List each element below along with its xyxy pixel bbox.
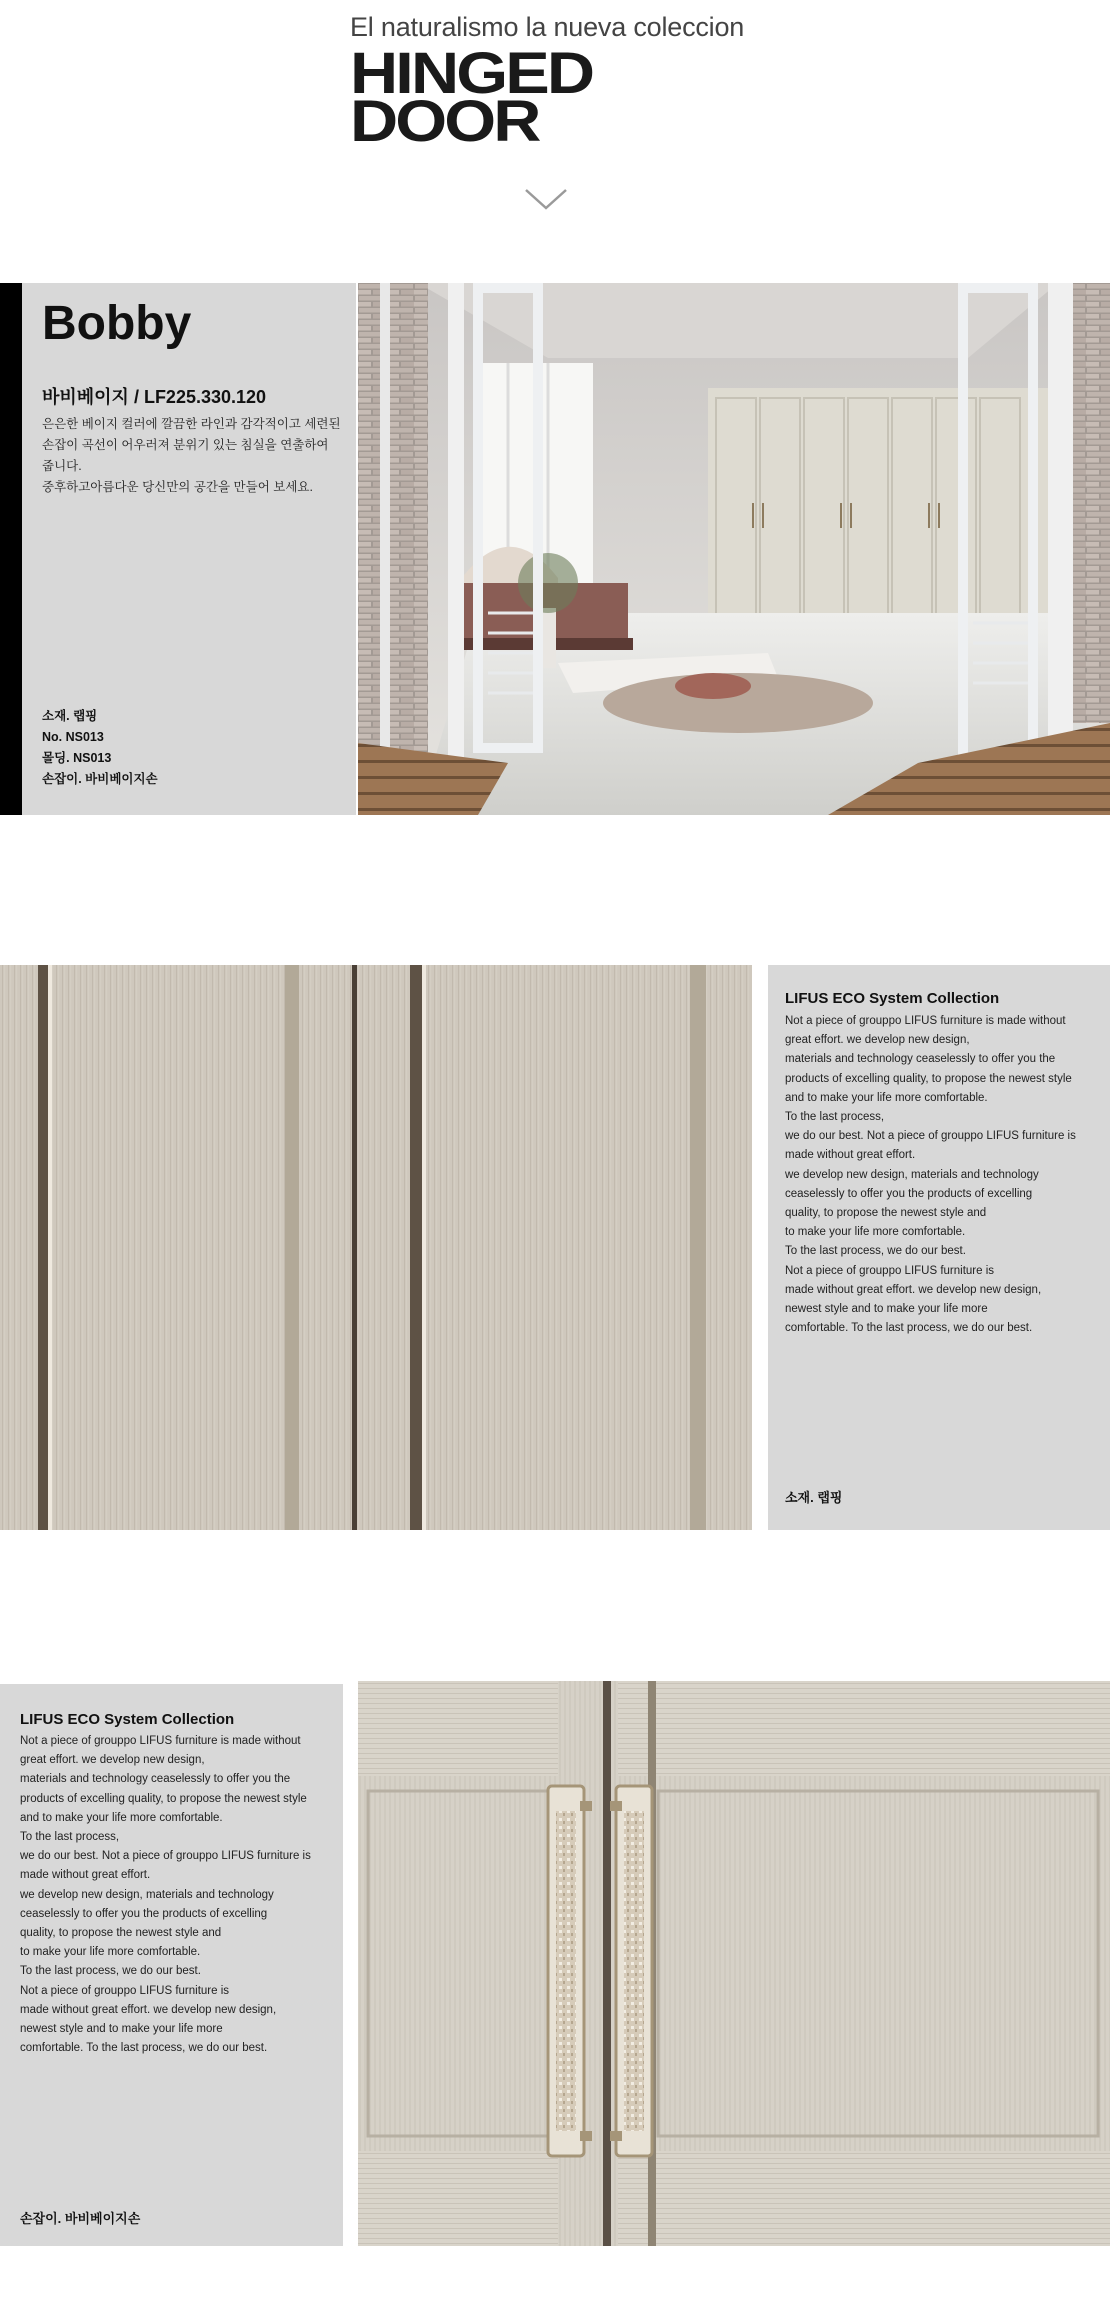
text-line: comfortable. To the last process, we do our best. [20, 2042, 268, 2055]
product-code: 바비베이지 / LF225.330.120 [42, 387, 267, 407]
text-line: comfortable. To the last process, we do our best. [785, 1322, 1033, 1335]
collection-description [785, 1012, 1105, 1338]
text-line: products of excelling quality, to propose the newest style [20, 1792, 307, 1805]
text-line: Not a piece of grouppo LIFUS furniture is made without [785, 1015, 1066, 1027]
text-line: Not a piece of grouppo LIFUS furniture is made without [20, 1735, 301, 1747]
text-line: Not a piece of grouppo LIFUS furniture is [785, 1264, 995, 1277]
text-line: and to make your life more comfortable. [785, 1091, 988, 1104]
collection-tagline: El naturalismo la nueva coleccion [350, 12, 745, 42]
product-description [42, 414, 342, 498]
text-line: quality, to propose the newest style and [20, 1927, 222, 1940]
text-line: we do our best. Not a piece of grouppo LIFUS furniture is [20, 1850, 311, 1863]
text-line: To the last process, [785, 1111, 885, 1124]
door-surface-closeup-photo [0, 965, 752, 1530]
title-line-1: HINGED [350, 41, 593, 106]
page-title [350, 41, 856, 154]
description-line: 중후하고아름다운 당신만의 공간을 만들어 보세요. [42, 480, 313, 494]
text-line: made without great effort. we develop new design, [785, 1283, 1042, 1296]
text-line: To the last process, we do our best. [20, 1965, 201, 1978]
spec-number: No. NS013 [42, 730, 104, 744]
text-line: ceaselessly to offer you the products of excelling [785, 1187, 1033, 1200]
description-line: 손잡이 곡선이 어우러져 분위기 있는 침실을 연출하여 [42, 438, 329, 452]
text-line: newest style and to make your life more [20, 2023, 223, 2036]
text-line: great effort. we develop new design, [20, 1754, 205, 1767]
text-line: To the last process, [20, 1831, 120, 1844]
product-name: Bobby [42, 297, 192, 350]
text-line: made without great effort. we develop new design, [20, 2003, 277, 2016]
title-line-2: DOOR [350, 89, 539, 154]
product-specs [42, 706, 158, 790]
spec-material: 소재. 랩핑 [42, 709, 98, 723]
collection-description [20, 1732, 340, 2058]
spec-handle: 손잡이. 바비베이지손 [20, 2211, 141, 2226]
chevron-down-icon[interactable] [524, 184, 568, 214]
text-line: products of excelling quality, to propose the newest style [785, 1072, 1072, 1085]
text-line: materials and technology ceaselessly to offer you the [785, 1053, 1056, 1066]
text-line: quality, to propose the newest style and [785, 1207, 987, 1220]
text-line: ceaselessly to offer you the products of excelling [20, 1907, 268, 1920]
text-line: we develop new design, materials and technology [785, 1168, 1039, 1181]
text-line: to make your life more comfortable. [20, 1946, 201, 1959]
text-line: newest style and to make your life more [785, 1303, 988, 1316]
spec-molding: 몰딩. NS013 [42, 751, 112, 765]
text-line: made without great effort. [785, 1149, 916, 1162]
text-line: we develop new design, materials and technology [20, 1888, 274, 1901]
door-handle-closeup-photo [358, 1681, 1110, 2246]
text-line: materials and technology ceaselessly to offer you the [20, 1773, 291, 1786]
bedroom-room-photo [358, 283, 1110, 815]
text-line: To the last process, we do our best. [785, 1245, 966, 1258]
text-line: to make your life more comfortable. [785, 1226, 966, 1239]
collection-heading: LIFUS ECO System Collection [20, 1711, 235, 1728]
text-line: and to make your life more comfortable. [20, 1811, 223, 1824]
description-line: 줍니다. [42, 459, 82, 473]
accent-bar [0, 283, 22, 815]
spec-handle: 손잡이. 바비베이지손 [42, 772, 158, 786]
text-line: Not a piece of grouppo LIFUS furniture is [20, 1984, 230, 1997]
description-line: 은은한 베이지 컬러에 깔끔한 라인과 감각적이고 세련된 [42, 417, 341, 431]
text-line: made without great effort. [20, 1869, 151, 1882]
spec-material: 소재. 랩핑 [785, 1490, 843, 1505]
text-line: we do our best. Not a piece of grouppo LIFUS furniture is [785, 1130, 1076, 1143]
text-line: great effort. we develop new design, [785, 1034, 970, 1047]
collection-heading: LIFUS ECO System Collection [785, 990, 1000, 1007]
